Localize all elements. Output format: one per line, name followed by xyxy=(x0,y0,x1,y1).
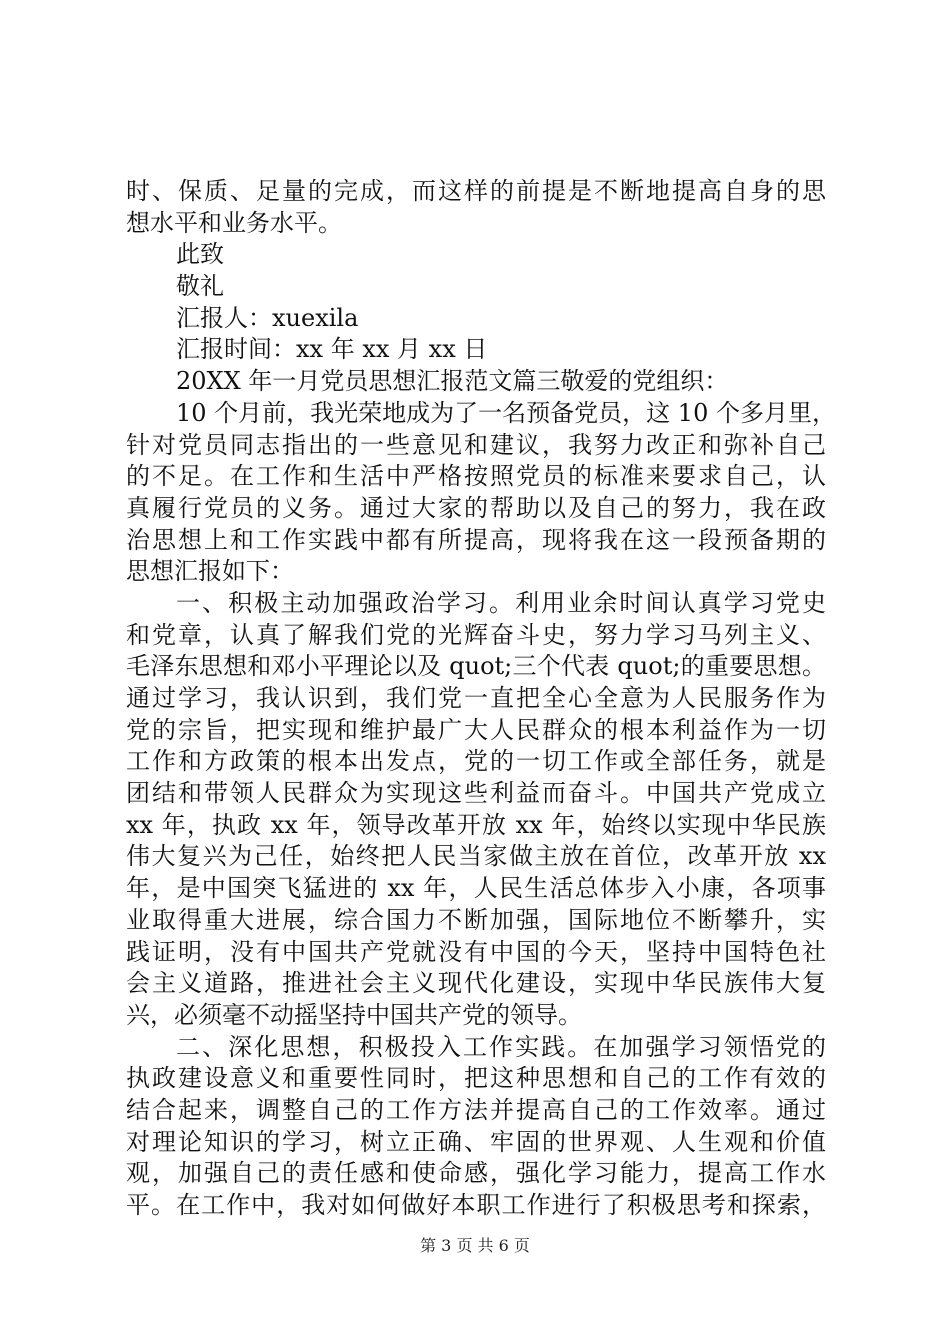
text-line: 结合起来，调整自己的工作方法并提高自己的工作效率。通过 xyxy=(126,1095,826,1124)
text-line: 二、深化思想，积极投入工作实践。在加强学习领悟党的 xyxy=(176,1032,826,1061)
text-line: 毛泽东思想和邓小平理论以及 quot;三个代表 quot;的重要思想。 xyxy=(126,652,826,681)
text-line: 和党章，认真了解我们党的光辉奋斗史，努力学习马列主义、 xyxy=(126,620,826,649)
text-line: 团结和带领人民群众为实现这些利益而奋斗。中国共产党成立 xyxy=(126,779,826,808)
text-line: 一、积极主动加强政治学习。利用业余时间认真学习党史 xyxy=(176,588,826,617)
text-line: 党的宗旨，把实现和维护最广大人民群众的根本利益作为一切 xyxy=(126,715,826,744)
text-line: 执政建设意义和重要性同时，把这种思想和自己的工作有效的 xyxy=(126,1064,826,1093)
text-line: 治思想上和工作实践中都有所提高，现将我在这一段预备期的 xyxy=(126,525,826,554)
text-line: 此致 xyxy=(176,240,224,269)
text-line: 20XX 年一月党员思想汇报范文篇三敬爱的党组织： xyxy=(176,367,729,396)
text-line: 真履行党员的义务。通过大家的帮助以及自己的努力，我在政 xyxy=(126,493,826,522)
text-line: 践证明，没有中国共产党就没有中国的今天，坚持中国特色社 xyxy=(126,937,826,966)
text-line: 对理论知识的学习，树立正确、牢固的世界观、人生观和价值 xyxy=(126,1127,826,1156)
text-line: xx 年，执政 xx 年，领导改革开放 xx 年，始终以实现中华民族 xyxy=(126,810,826,839)
page-footer: 第 3 页 共 6 页 xyxy=(420,1236,530,1255)
text-line: 年，是中国突飞猛进的 xx 年，人民生活总体步入小康，各项事 xyxy=(126,874,826,903)
text-line: 通过学习，我认识到，我们党一直把全心全意为人民服务作为 xyxy=(126,684,826,712)
text-line: 兴，必须毫不动摇坚持中国共产党的领导。 xyxy=(126,1000,582,1029)
text-line: 平。在工作中，我对如何做好本职工作进行了积极思考和探索， xyxy=(126,1191,826,1219)
text-line: 时、保质、足量的完成，而这样的前提是不断地提高自身的思 xyxy=(126,177,826,205)
text-line: 汇报时间：xx 年 xx 月 xx 日 xyxy=(176,335,488,364)
text-line: 汇报人：xuexila xyxy=(176,303,359,332)
document-body xyxy=(126,176,836,1222)
text-line: 敬礼 xyxy=(176,272,224,301)
text-line: 会主义道路，推进社会主义现代化建设，实现中华民族伟大复 xyxy=(126,969,826,998)
text-line: 针对党员同志指出的一些意见和建议，我努力改正和弥补自己 xyxy=(126,430,826,459)
text-line: 业取得重大进展，综合国力不断加强，国际地位不断攀升，实 xyxy=(126,905,826,934)
text-line: 思想汇报如下： xyxy=(126,557,294,586)
text-line: 工作和方政策的根本出发点，党的一切工作或全部任务，就是 xyxy=(126,747,826,776)
text-line: 观，加强自己的责任感和使命感，强化学习能力，提高工作水 xyxy=(126,1159,826,1188)
text-line: 10 个月前，我光荣地成为了一名预备党员，这 10 个多月里， xyxy=(176,398,836,427)
text-line: 伟大复兴为己任，始终把人民当家做主放在首位，改革开放 xx xyxy=(126,842,826,871)
text-line: 想水平和业务水平。 xyxy=(126,208,342,237)
text-line: 的不足。在工作和生活中严格按照党员的标准来要求自己，认 xyxy=(126,462,826,491)
